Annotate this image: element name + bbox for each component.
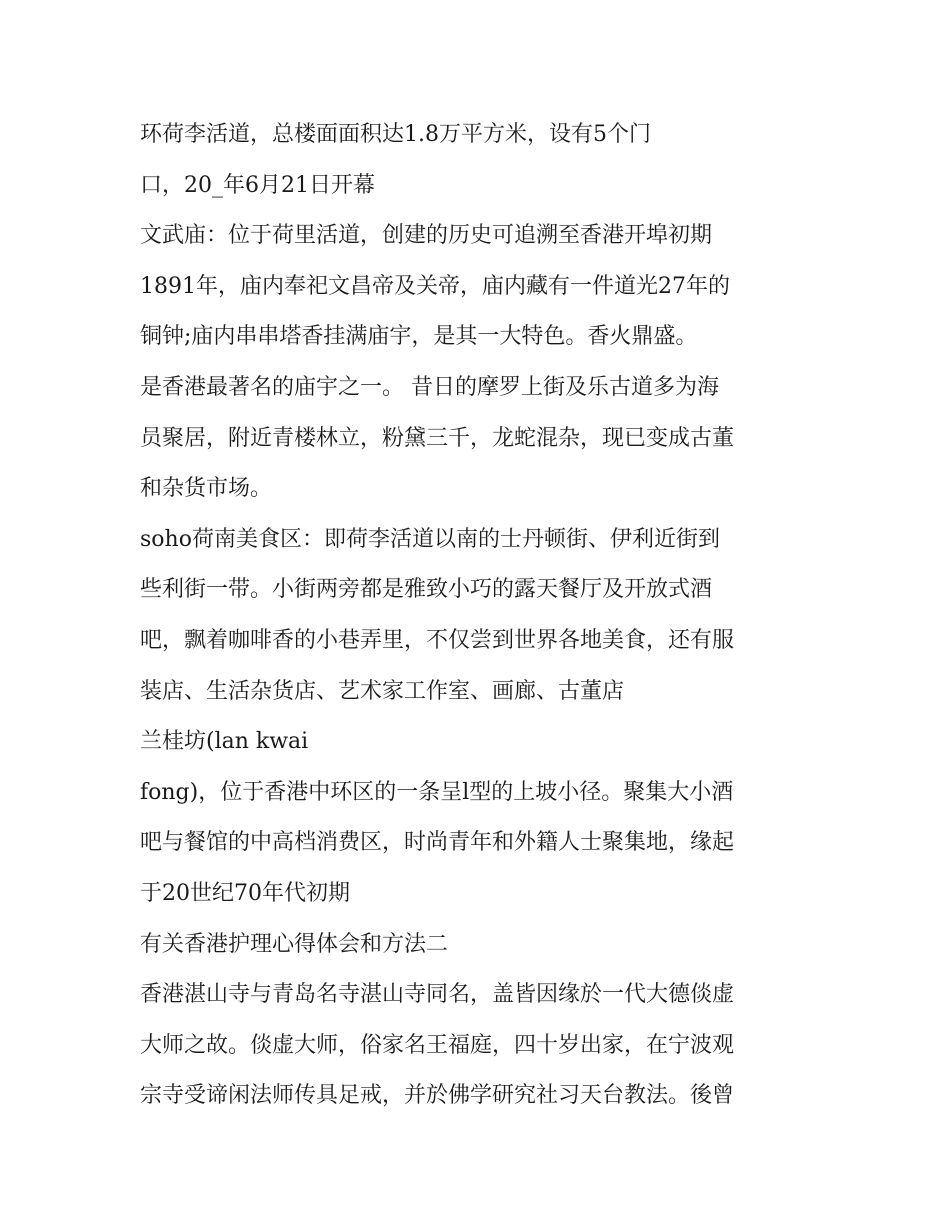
text-line: 口，20_年6月21日开幕	[140, 172, 375, 198]
text-line: 铜钟;庙内串串塔香挂满庙宇，是其一大特色。香火鼎盛。	[140, 324, 698, 350]
text-line: 吧与餐馆的中高档消费区，时尚青年和外籍人士聚集地，缘起	[140, 830, 735, 856]
text-line: 环荷李活道，总楼面面积达1.8万平方米，设有5个门	[140, 122, 651, 147]
text-line: 于20世纪70年代初期	[140, 880, 350, 906]
text-line: 些利街一带。小街两旁都是雅致小巧的露天餐厅及开放式酒	[140, 577, 713, 603]
text-line: fong)，位于香港中环区的一条呈l型的上坡小径。聚集大小酒	[140, 779, 734, 805]
text-line: 大师之故。倓虚大师，俗家名王福庭，四十岁出家，在宁波观	[140, 1032, 735, 1058]
document-body	[140, 110, 820, 1122]
text-line: 装店、生活杂货店、艺术家工作室、画廊、古董店	[140, 678, 625, 704]
text-line: 香港湛山寺与青岛名寺湛山寺同名，盖皆因缘於一代大德倓虚	[140, 982, 735, 1008]
text-line: 兰桂坊(lan kwai	[140, 729, 309, 755]
text-line: 宗寺受谛闲法师传具足戒，并於佛学研究社习天台教法。後曾	[140, 1083, 735, 1109]
text-line: 员聚居，附近青楼林立，粉黛三千，龙蛇混杂，现已变成古董	[140, 425, 735, 451]
text-line: 吧，飘着咖啡香的小巷弄里，不仅尝到世界各地美食，还有服	[140, 627, 735, 653]
text-line: soho荷南美食区：即荷李活道以南的士丹顿街、伊利近街到	[140, 526, 720, 552]
text-line: 是香港最著名的庙宇之一。 昔日的摩罗上街及乐古道多为海	[140, 374, 719, 400]
section-heading: 有关香港护理心得体会和方法二	[140, 931, 449, 957]
text-line: 和杂货市场。	[140, 476, 273, 502]
text-line: 1891年，庙内奉祀文昌帝及关帝，庙内藏有一件道光27年的	[140, 273, 730, 299]
text-line: 文武庙：位于荷里活道，创建的历史可追溯至香港开埠初期	[140, 223, 713, 249]
